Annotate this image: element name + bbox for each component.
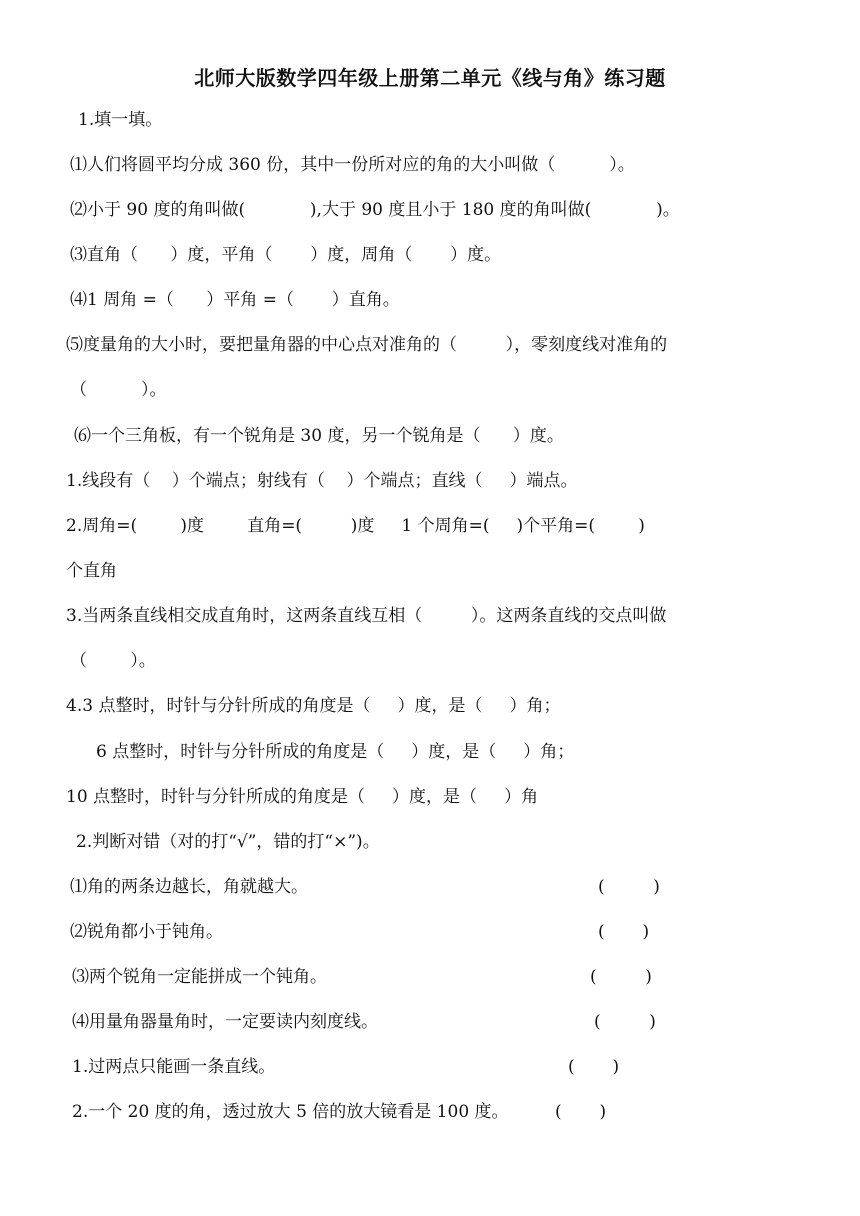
extra-question-4-line3: 10 点整时，时针与分针所成的角度是（ ）度，是（ ）角 bbox=[66, 787, 539, 807]
extra-question-3-line1: 3.当两条直线相交成直角时，这两条直线互相（ ）。这两条直线的交点叫做 bbox=[66, 606, 667, 626]
fill-section-heading: 1.填一填。 bbox=[78, 110, 163, 130]
judge-item-4-bracket: ( ) bbox=[594, 1012, 656, 1032]
judge-item-3-bracket: ( ) bbox=[590, 967, 652, 987]
judge-item-6-bracket: ( ) bbox=[555, 1102, 607, 1122]
extra-question-2-line2: 个直角 bbox=[66, 561, 117, 581]
fill-question-1: ⑴人们将圆平均分成 360 份，其中一份所对应的角的大小叫做（ ）。 bbox=[70, 155, 635, 175]
judge-item-5-text: 1.过两点只能画一条直线。 bbox=[72, 1057, 276, 1077]
judge-item-2-text: ⑵锐角都小于钝角。 bbox=[70, 922, 223, 942]
judge-section-heading: 2.判断对错（对的打“√”，错的打“×”)。 bbox=[76, 832, 380, 852]
fill-question-5-line1: ⑸度量角的大小时，要把量角器的中心点对准角的（ ），零刻度线对准角的 bbox=[66, 335, 668, 355]
judge-item-5-bracket: ( ) bbox=[568, 1057, 620, 1077]
extra-question-4-line2: 6 点整时，时针与分针所成的角度是（ ）度，是（ ）角； bbox=[96, 742, 575, 762]
extra-question-3-line2: （ ）。 bbox=[70, 651, 156, 671]
fill-question-2: ⑵小于 90 度的角叫做( ),大于 90 度且小于 180 度的角叫做( )。 bbox=[70, 200, 680, 220]
fill-question-4: ⑷1 周角 =（ ）平角 =（ ）直角。 bbox=[70, 290, 400, 310]
fill-question-6: ⑹一个三角板，有一个锐角是 30 度，另一个锐角是（ ）度。 bbox=[74, 426, 564, 446]
judge-item-4-text: ⑷用量角器量角时，一定要读内刻度线。 bbox=[72, 1012, 378, 1032]
fill-question-5-line2: （ ）。 bbox=[70, 380, 167, 400]
fill-question-3: ⑶直角（ ）度，平角（ ）度，周角（ ）度。 bbox=[70, 245, 502, 265]
extra-question-2-line1: 2.周角=( )度 直角=( )度 1 个周角=( )个平角=( ) bbox=[66, 516, 645, 536]
extra-question-1: 1.线段有（ ）个端点；射线有（ ）个端点；直线（ ）端点。 bbox=[66, 471, 578, 491]
judge-item-2-bracket: ( ) bbox=[598, 922, 650, 942]
judge-item-1-bracket: ( ) bbox=[598, 877, 660, 897]
judge-item-6-text: 2.一个 20 度的角，透过放大 5 倍的放大镜看是 100 度。 bbox=[72, 1102, 509, 1122]
extra-question-4-line1: 4.3 点整时，时针与分针所成的角度是（ ）度，是（ ）角； bbox=[66, 696, 561, 716]
judge-item-1-text: ⑴角的两条边越长，角就越大。 bbox=[70, 877, 308, 897]
page-title: 北师大版数学四年级上册第二单元《线与角》练习题 bbox=[194, 66, 666, 90]
judge-item-3-text: ⑶两个锐角一定能拼成一个钝角。 bbox=[72, 967, 327, 987]
